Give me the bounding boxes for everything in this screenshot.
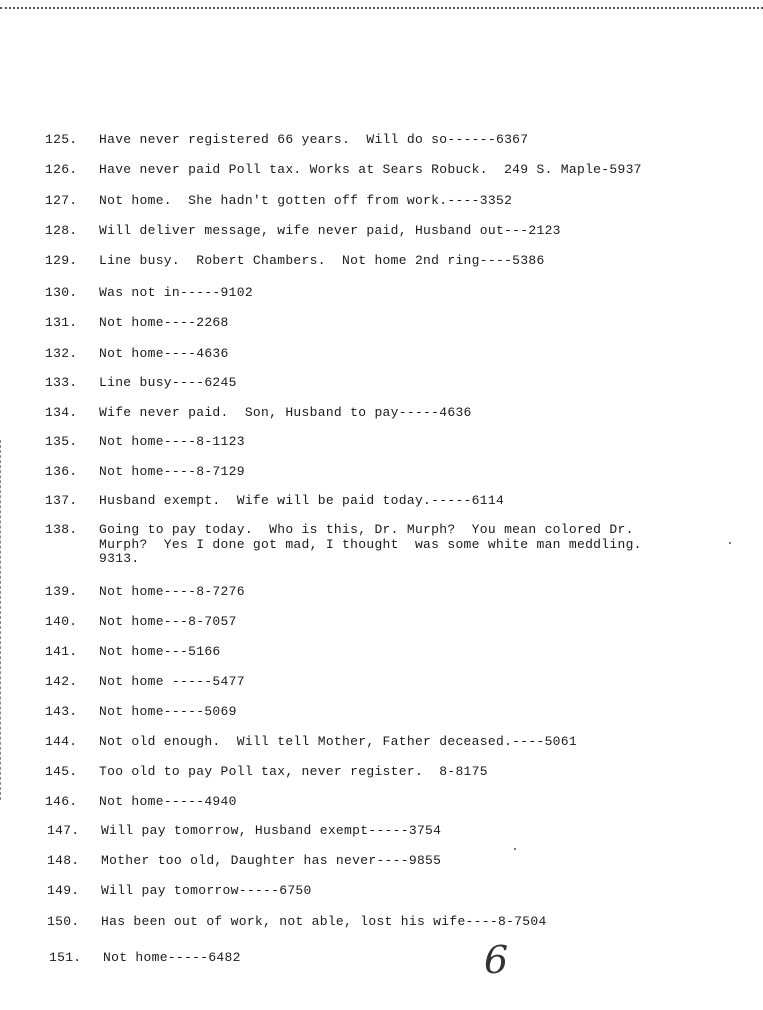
entry-text: Not home. She hadn't gotten off from work.----3352 [99, 193, 513, 208]
stray-mark [729, 542, 731, 544]
entry-number: 148. [47, 853, 80, 868]
entry-text: Not home----4636 [99, 346, 229, 361]
entry-text: Not home----2268 [99, 315, 229, 330]
entry-text: Not home---8-7057 [99, 614, 237, 629]
entry-text: Not home----8-1123 [99, 434, 245, 449]
entry-number: 145. [45, 764, 78, 779]
entry-text: Not home---5166 [99, 644, 221, 659]
stray-mark [514, 848, 516, 850]
entry-number: 132. [45, 346, 78, 361]
entry-text: Mother too old, Daughter has never----9855 [101, 853, 442, 868]
entry-number: 146. [45, 794, 78, 809]
entry-number: 144. [45, 734, 78, 749]
entry-number: 137. [45, 493, 78, 508]
entry-number: 142. [45, 674, 78, 689]
entry-number: 147. [47, 823, 80, 838]
entry-text-line-1: Going to pay today. Who is this, Dr. Murph? You mean colored Dr. [99, 522, 634, 537]
entry-151 [49, 950, 241, 1010]
entry-text: Too old to pay Poll tax, never register. 8-8175 [99, 764, 488, 779]
entry-number: 129. [45, 253, 78, 268]
entry-number: 125. [45, 132, 78, 147]
handwritten-page-number: 6 [484, 938, 509, 982]
entry-text: Has been out of work, not able, lost his wife----8-7504 [101, 914, 547, 929]
entry-text: Not home-----4940 [99, 794, 237, 809]
entry-text: Husband exempt. Wife will be paid today.-----6114 [99, 493, 505, 508]
entry-number: 149. [47, 883, 80, 898]
entry-text-line-3: 9313. [99, 551, 140, 566]
entry-number: 138. [45, 522, 78, 537]
entry-text: Not home----8-7129 [99, 464, 245, 479]
entry-number: 151. [49, 950, 82, 965]
entry-number: 143. [45, 704, 78, 719]
entry-text: Line busy. Robert Chambers. Not home 2nd ring----5386 [99, 253, 545, 268]
entry-number: 133. [45, 375, 78, 390]
entry-number: 127. [45, 193, 78, 208]
entry-number: 130. [45, 285, 78, 300]
entry-text: Will pay tomorrow, Husband exempt-----3754 [101, 823, 442, 838]
entry-number: 136. [45, 464, 78, 479]
entry-text: Was not in-----9102 [99, 285, 253, 300]
entry-text: Not home-----6482 [103, 950, 241, 965]
entry-number: 128. [45, 223, 78, 238]
entry-number: 150. [47, 914, 80, 929]
entry-text: Will deliver message, wife never paid, Husband out---2123 [99, 223, 561, 238]
entry-text: Will pay tomorrow-----6750 [101, 883, 312, 898]
entry-text: Not home----8-7276 [99, 584, 245, 599]
entry-number: 134. [45, 405, 78, 420]
entry-text: Have never paid Poll tax. Works at Sears Robuck. 249 S. Maple-5937 [99, 162, 642, 177]
entry-text: Not home -----5477 [99, 674, 245, 689]
entry-number: 139. [45, 584, 78, 599]
entry-text: Wife never paid. Son, Husband to pay-----4636 [99, 405, 472, 420]
entry-number: 141. [45, 644, 78, 659]
entry-text-line-2: Murph? Yes I done got mad, I thought was some white man meddling. [99, 537, 642, 552]
entry-number: 135. [45, 434, 78, 449]
entry-number: 140. [45, 614, 78, 629]
entry-number: 131. [45, 315, 78, 330]
entry-text: Not old enough. Will tell Mother, Father deceased.----5061 [99, 734, 577, 749]
entry-text: Not home-----5069 [99, 704, 237, 719]
entry-text: Line busy----6245 [99, 375, 237, 390]
entry-text: Have never registered 66 years. Will do so------6367 [99, 132, 529, 147]
entry-number: 126. [45, 162, 78, 177]
